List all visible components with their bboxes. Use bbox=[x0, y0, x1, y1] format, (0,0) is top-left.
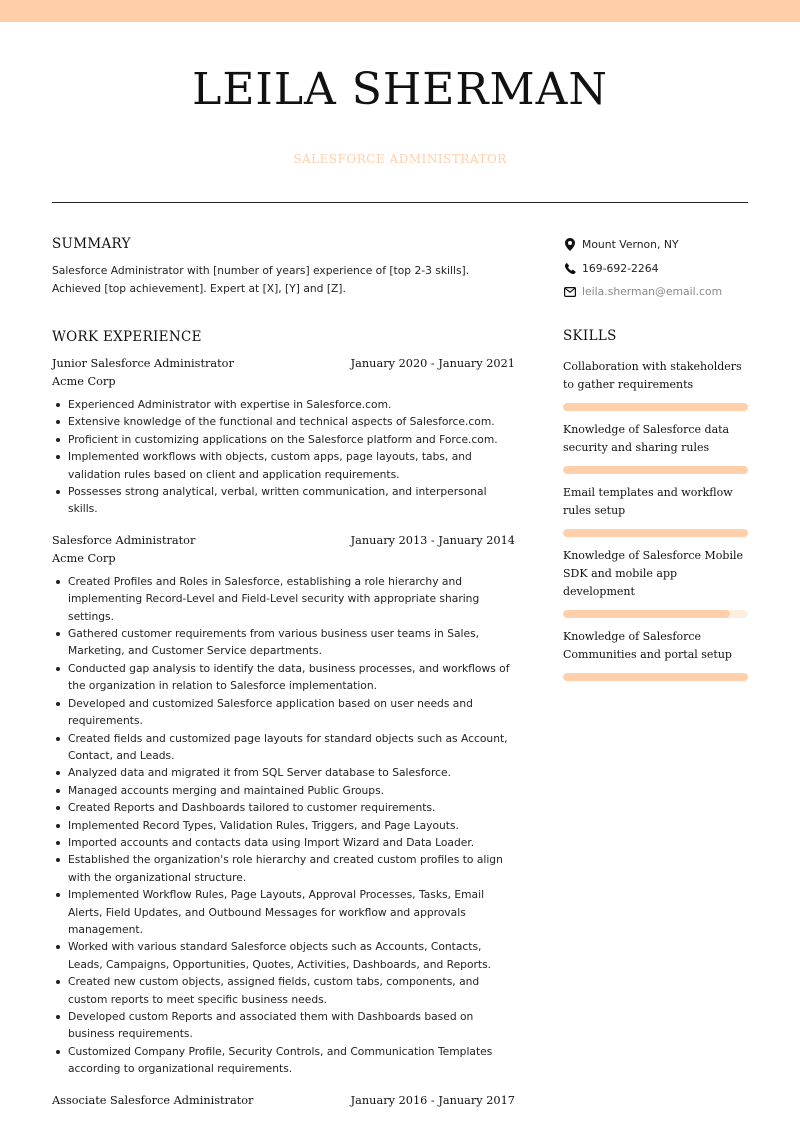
job-bullet: Proficient in customizing applications on the Salesforce platform and Force.com. bbox=[52, 431, 515, 448]
job-bullet: Managed accounts merging and maintained Public Groups. bbox=[52, 782, 515, 799]
skill-level-fill bbox=[563, 673, 748, 681]
job-bullet: Imported accounts and contacts data using Import Wizard and Data Loader. bbox=[52, 834, 515, 851]
job-bullet: Established the organization's role hierarchy and created custom profiles to align with the organizational structure. bbox=[52, 851, 515, 886]
job-bullet: Extensive knowledge of the functional and technical aspects of Salesforce.com. bbox=[52, 413, 515, 430]
job-bullet: Implemented Record Types, Validation Rules, Triggers, and Page Layouts. bbox=[52, 817, 515, 834]
candidate-title: SALESFORCE ADMINISTRATOR bbox=[293, 152, 507, 166]
contact-email[interactable] bbox=[563, 280, 748, 304]
job-title: Salesforce Administrator bbox=[52, 533, 196, 547]
skill-name: Collaboration with stakeholders to gather requirements bbox=[563, 359, 742, 391]
job-bullet: Developed and customized Salesforce application based on user needs and requirements. bbox=[52, 695, 515, 730]
job-bullet: Implemented workflows with objects, custom apps, page layouts, tabs, and validation rules based on client and application requirements. bbox=[52, 448, 515, 483]
job-bullet: Analyzed data and migrated it from SQL Server database to Salesforce. bbox=[52, 764, 515, 781]
job-bullet: Conducted gap analysis to identify the data, business processes, and workflows of the organization in relation to Salesforce implementation. bbox=[52, 660, 515, 695]
job-dates: January 2020 - January 2021 bbox=[350, 357, 515, 370]
summary-heading: SUMMARY bbox=[52, 236, 131, 252]
envelope-icon bbox=[563, 285, 577, 299]
job-title: Associate Salesforce Administrator bbox=[52, 1093, 254, 1107]
job-bullet: Customized Company Profile, Security Controls, and Communication Templates according to organizational requirements. bbox=[52, 1043, 515, 1078]
job-header bbox=[52, 534, 515, 547]
job-company: Acme Corp bbox=[52, 375, 116, 388]
job-bullets bbox=[52, 396, 515, 518]
skill-item bbox=[563, 628, 748, 681]
job-bullet: Developed custom Reports and associated them with Dashboards based on business requirements. bbox=[52, 1008, 515, 1043]
side-column bbox=[563, 233, 748, 681]
job-company: Acme Corp bbox=[52, 551, 116, 565]
job-entry bbox=[52, 534, 515, 1078]
job-bullet: Implemented Workflow Rules, Page Layouts, Approval Processes, Tasks, Email Alerts, Field Updates, and Outbound Messages for workflow and approvals management. bbox=[52, 886, 515, 938]
job-bullet: Worked with various standard Salesforce objects such as Accounts, Contacts, Leads, Campaigns, Opportunities, Quotes, Activities, Dashboards, and Reports. bbox=[52, 938, 515, 973]
job-header bbox=[52, 357, 515, 370]
job-bullets bbox=[52, 573, 515, 1078]
job-header bbox=[52, 1094, 515, 1107]
skill-name: Knowledge of Salesforce Communities and portal setup bbox=[563, 629, 732, 661]
header-divider bbox=[52, 202, 748, 203]
job-entry bbox=[52, 1094, 515, 1107]
job-dates: January 2013 - January 2014 bbox=[350, 533, 515, 547]
work-experience-heading: WORK EXPERIENCE bbox=[52, 329, 202, 345]
skill-level-bar bbox=[563, 673, 748, 681]
skills-heading: SKILLS bbox=[563, 327, 617, 344]
main-column bbox=[52, 236, 515, 1107]
skill-name: Knowledge of Salesforce Mobile SDK and mobile app development bbox=[563, 548, 744, 598]
skill-list bbox=[563, 358, 748, 681]
location-text: Mount Vernon, NY bbox=[582, 238, 679, 252]
job-bullet: Created new custom objects, assigned fields, custom tabs, components, and custom reports to meet specific business needs. bbox=[52, 973, 515, 1008]
job-bullet: Created Profiles and Roles in Salesforce, establishing a role hierarchy and implementing Record-Level and Field-Level security with appropriate sharing settings. bbox=[52, 573, 515, 625]
job-bullet: Possesses strong analytical, verbal, written communication, and interpersonal skills. bbox=[52, 483, 515, 518]
contact-phone bbox=[563, 257, 748, 281]
skill-level-bar bbox=[563, 529, 748, 537]
skill-level-bar bbox=[563, 466, 748, 474]
candidate-name: LEILA SHERMAN bbox=[192, 64, 608, 115]
skill-item bbox=[563, 484, 748, 537]
skill-name: Email templates and workflow rules setup bbox=[563, 485, 733, 517]
skill-item bbox=[563, 421, 748, 474]
job-bullet: Gathered customer requirements from various business user teams in Sales, Marketing, and Customer Service departments. bbox=[52, 625, 515, 660]
skill-item bbox=[563, 358, 748, 411]
location-pin-icon bbox=[563, 238, 577, 252]
phone-icon bbox=[563, 261, 577, 275]
contact-location bbox=[563, 233, 748, 257]
skill-level-fill bbox=[563, 610, 730, 618]
job-dates: January 2016 - January 2017 bbox=[350, 1093, 515, 1107]
skill-level-fill bbox=[563, 403, 748, 411]
job-title: Junior Salesforce Administrator bbox=[52, 357, 234, 370]
job-entry bbox=[52, 357, 515, 518]
skill-level-bar bbox=[563, 610, 748, 618]
skill-item bbox=[563, 547, 748, 618]
summary-text: Salesforce Administrator with [number of years] experience of [top 2-3 skills]. Achieved [top achievement]. Expert at [X], [Y] and [Z]. bbox=[52, 264, 470, 295]
skill-name: Knowledge of Salesforce data security and sharing rules bbox=[563, 422, 730, 454]
skill-level-bar bbox=[563, 403, 748, 411]
job-bullet: Created Reports and Dashboards tailored to customer requirements. bbox=[52, 799, 515, 816]
job-list bbox=[52, 357, 515, 1107]
skill-level-fill bbox=[563, 466, 748, 474]
skill-level-fill bbox=[563, 529, 748, 537]
top-accent-bar bbox=[0, 0, 800, 22]
job-bullet: Experienced Administrator with expertise in Salesforce.com. bbox=[52, 396, 515, 413]
email-text[interactable]: leila.sherman@email.com bbox=[582, 285, 723, 299]
phone-text: 169-692-2264 bbox=[582, 261, 659, 275]
job-bullet: Created fields and customized page layouts for standard objects such as Account, Contact, and Leads. bbox=[52, 730, 515, 765]
